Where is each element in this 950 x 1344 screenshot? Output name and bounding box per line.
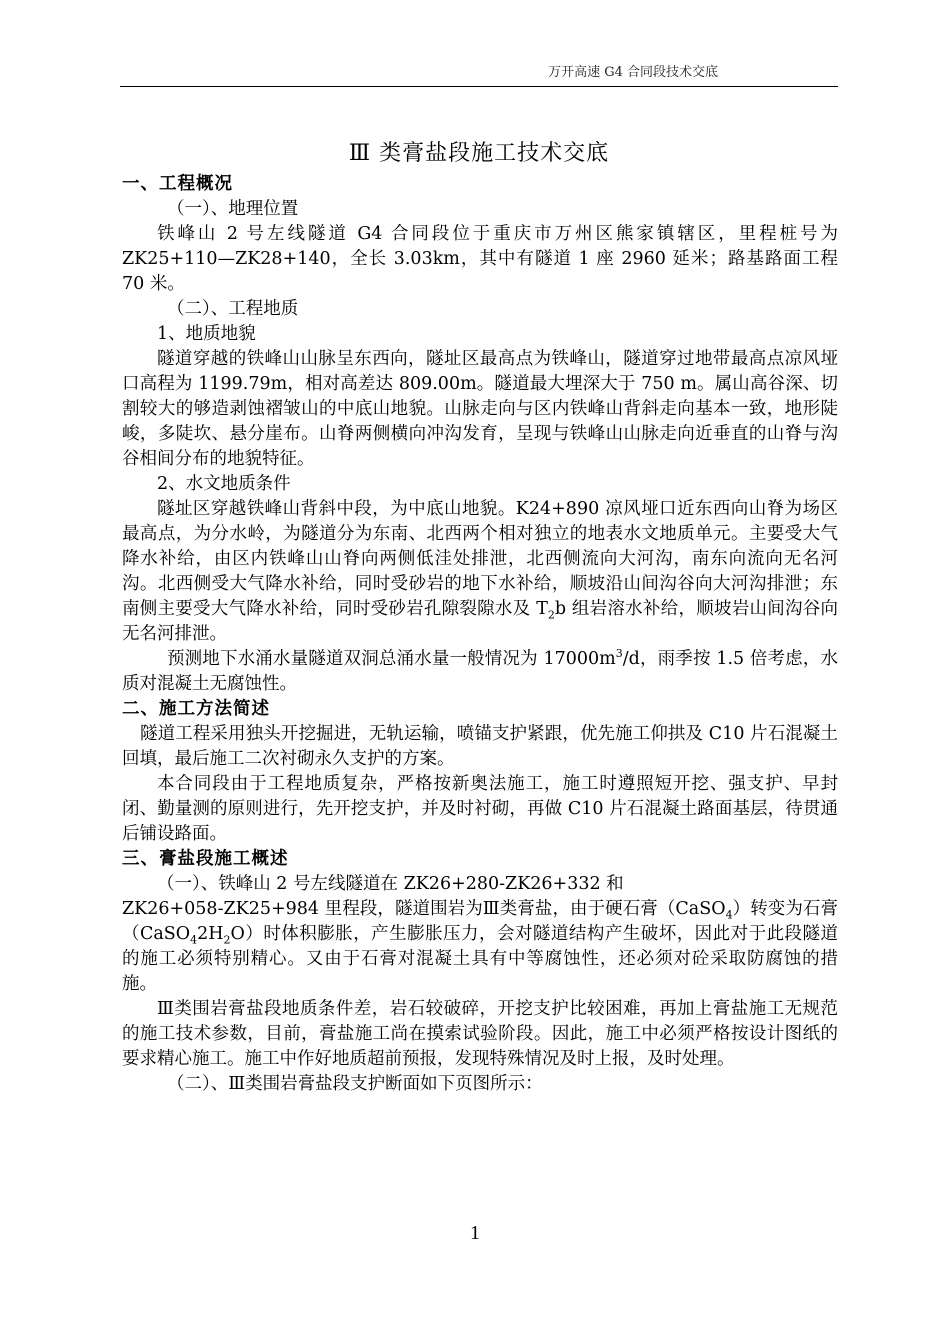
gypsum-text-c: 2H (197, 924, 224, 944)
subsection-title-geology: （二）、工程地质 (167, 299, 299, 319)
paragraph-gypsum-rest (122, 897, 838, 997)
page-header (120, 64, 838, 87)
hydro-text-a: 隧址区穿越铁峰山背斜中段，为中底山地貌。K24+890 凉风垭口近东西向山脊为场区最高点，为分水岭，为隧道分为东南、北西两个相对独立的地表水文地质单元。主要受大气降水补给，由区内铁峰山山脊向两侧低洼处排泄，北西侧流向大河沟，南东向流向无名河沟。北西侧受大气降水补给，同时受砂岩的地下水补给，顺坡沿山间沟谷向大河沟排泄；东南侧主要受大气降水补给，同时受砂岩孔隙裂隙水及 T (122, 499, 838, 619)
paragraph-hydrogeology (122, 497, 838, 647)
item-title-landform: 1、地质地貌 (157, 324, 256, 344)
header-text: 万开高速 G4 合同段技术交底 (548, 65, 718, 80)
hydro-subscript: 2 (547, 608, 555, 622)
subsection-title-location: （一）、地理位置 (167, 199, 299, 219)
gypsum-text-d: O）时体积膨胀，产生膨胀压力，会对隧道结构产生破坏，因此对于此段隧道的施工必须特别精心。又由于石膏对混凝土具有中等腐蚀性，还必须对砼采取防腐蚀的措施。 (122, 924, 838, 994)
paragraph-method-2: 本合同段由于工程地质复杂，严格按新奥法施工，施工时遵照短开挖、强支护、早封闭、勤量测的原则进行，先开挖支护，并及时衬砌，再做 C10 片石混凝土路面基层，待贯通后铺设路面。 (122, 774, 838, 844)
gypsum-sub-2: 4 (190, 933, 198, 947)
item-title-hydrogeology: 2、水文地质条件 (157, 474, 291, 494)
gypsum-text-b: ）转变为石膏（CaSO (122, 899, 838, 944)
document-title: Ⅲ 类膏盐段施工技术交底 (348, 141, 610, 166)
section-heading-3: 三、膏盐段施工概述 (122, 849, 289, 869)
section-heading-2: 二、施工方法简述 (122, 699, 270, 719)
paragraph-gypsum-3: （二）、Ⅲ类围岩膏盐段支护断面如下页图所示： (167, 1074, 543, 1094)
hydro-text-b: b 组岩溶水补给，顺坡岩山间沟谷向无名河排泄。 (122, 599, 839, 644)
gypsum-text-a: ZK26+058-ZK25+984 里程段，隧道围岩为Ⅲ类膏盐，由于硬石膏（CaSO (122, 899, 726, 919)
paragraph-gypsum-2: Ⅲ类围岩膏盐段地质条件差，岩石较破碎，开挖支护比较困难，再加上膏盐施工无规范的施工技术参数，目前，膏盐施工尚在摸索试验阶段。因此，施工中必须严格按设计图纸的要求精心施工。施工中作好地质超前预报，发现特殊情况及时上报，及时处理。 (122, 999, 838, 1069)
paragraph-water-inflow (122, 647, 838, 697)
paragraph-location: 铁峰山 2 号左线隧道 G4 合同段位于重庆市万州区熊家镇辖区，里程桩号为 ZK25+110—ZK28+140，全长 3.03km，其中有隧道 1 座 2960 延米；路基路面工程 70 米。 (122, 224, 838, 294)
document-body (122, 172, 838, 1097)
gypsum-sub-3: 2 (223, 933, 231, 947)
paragraph-landform: 隧道穿越的铁峰山山脉呈东西向，隧址区最高点为铁峰山，隧道穿过地带最高点凉风垭口高程为 1199.79m，相对高差达 809.00m。隧道最大埋深大于 750 m。属山高谷深、切割较大的够造剥蚀褶皱山的中底山地貌。山脉走向与区内铁峰山背斜走向基本一致，地形陡峻，多陡坎、悬分崖布。山脊两侧横向冲沟发育，呈现与铁峰山山脉走向近垂直的山脊与沟谷相间分布的地貌特征。 (122, 349, 838, 469)
paragraph-gypsum-line1: （一）、铁峰山 2 号左线隧道在 ZK26+280-ZK26+332 和 (157, 874, 624, 894)
page-number: 1 (470, 1222, 480, 1244)
section-heading-1: 一、工程概况 (122, 174, 233, 194)
inflow-text-a: 预测地下水涌水量隧道双洞总涌水量一般情况为 17000m (167, 649, 616, 669)
inflow-text-b: /d，雨季按 1.5 倍考虑，水质对混凝土无腐蚀性。 (122, 649, 838, 694)
paragraph-method-1: 隧道工程采用独头开挖掘进，无轨运输，喷锚支护紧跟，优先施工仰拱及 C10 片石混凝土回填，最后施工二次衬砌永久支护的方案。 (122, 724, 838, 769)
inflow-superscript: 3 (615, 647, 623, 661)
gypsum-sub-1: 4 (725, 908, 733, 922)
